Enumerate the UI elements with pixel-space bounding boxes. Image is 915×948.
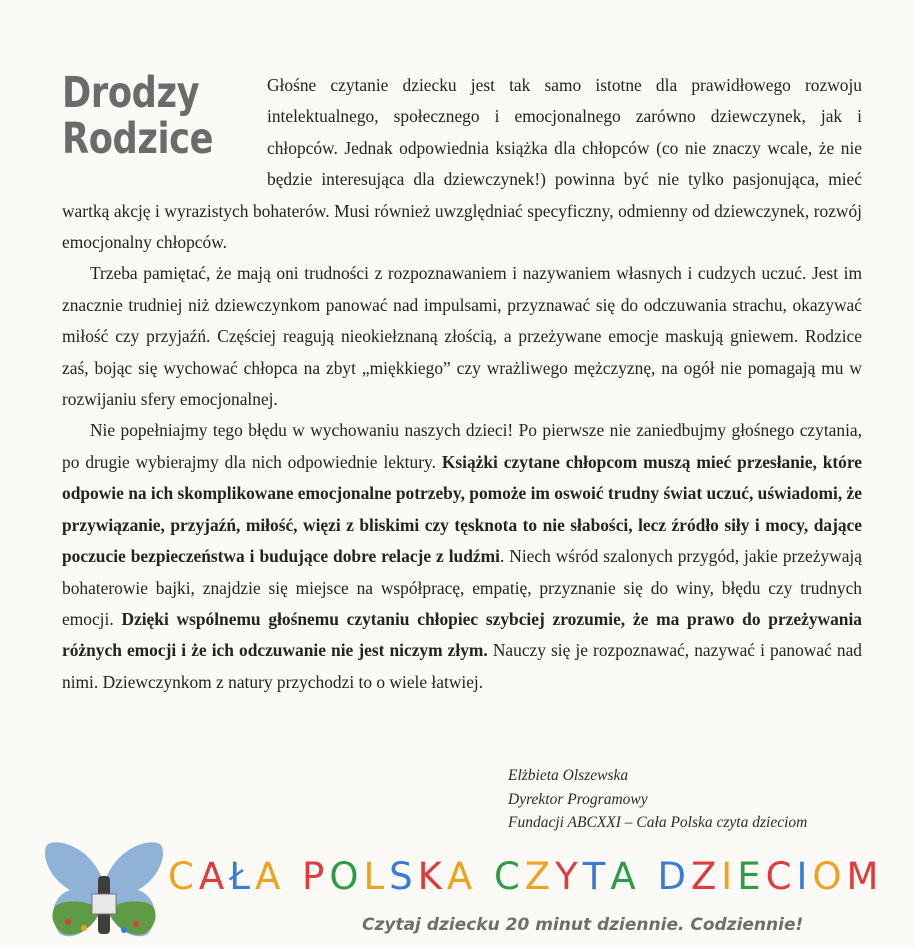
campaign-letter: S	[389, 855, 418, 898]
campaign-letter: K	[417, 855, 447, 898]
signature	[508, 764, 807, 835]
campaign-letter: A	[446, 855, 478, 898]
campaign-letter: E	[737, 855, 766, 898]
campaign-letter: A	[254, 855, 286, 898]
paragraph-3-bold-b: Dzięki wspólnemu głośnemu czytaniu chłopiec szybciej zrozumie, że ma prawo do przeżywania różnych emocji i że ich odczuwanie nie jest niczym złym.	[62, 608, 862, 661]
campaign-letter: I	[796, 855, 813, 898]
campaign-title	[168, 852, 884, 902]
campaign-letter: C	[168, 855, 199, 898]
butterfly-logo-icon	[40, 838, 168, 946]
signature-role: Dyrektor Programowy	[508, 790, 648, 808]
campaign-letter	[641, 852, 658, 902]
campaign-letter: O	[329, 855, 364, 898]
signature-name: Elżbieta Olszewska	[508, 767, 629, 784]
paragraph-3	[62, 415, 862, 698]
campaign-letter: Y	[555, 855, 583, 898]
campaign-letter	[477, 852, 494, 902]
paragraph-3-part-c: . Niech wśród szalonych przygód, jakie przeżywają bohaterowie bajki, znajdzie się miejsce na współpracę, empatię, przyznanie się do winy, błędu czy trudnych emocji.	[62, 546, 862, 629]
campaign-letter: Ł	[229, 855, 255, 898]
paragraph-2: Trzeba pamiętać, że mają oni trudności z rozpoznawaniem i nazywaniem własnych i cudzych uczuć. Jest im znacznie trudniej niż dziewczynkom panować nad impulsami, przyznawać się do odczuwania strachu, okazywać miłość czy przyjaźń. Częściej reagują nieokiełznaną złością, a przeżywane emocje maskują gniewem. Rodzice zaś, bojąc się wychować chłopca na zbyt „miękkiego” czy wrażliwego mężczyznę, na ogół nie pomagają mu w rozwijaniu sfery emocjonalnej.	[62, 263, 862, 410]
campaign-letter: C	[493, 855, 525, 898]
paragraph-1: Głośne czytanie dziecku jest tak samo istotne dla prawidłowego rozwoju intelektualnego, społecznego i emocjonalnego zarówno dziewczynek, jak i chłopców. Jednak odpowiednia książka dla chłopców (co nie znaczy wcale, że nie będzie interesująca dla dziewczynek!) powinna być nie tylko pasjonująca, mieć wartką akcję i wyrazistych bohaterów. Musi również uwzględniać specyficzny, odmienny od dziewczynek, rozwój emocjonalny chłopców.	[62, 75, 862, 253]
paragraph-3-part-a: Nie popełniajmy tego błędu w wychowaniu naszych dzieci! Po pierwsze nie zaniedbujmy głośnego czytania, po drugie wybierajmy dla nich odpowiednie lektury.	[62, 420, 862, 472]
heading-spacer	[62, 70, 267, 195]
campaign-letter: I	[721, 855, 738, 898]
campaign-letter	[285, 852, 302, 902]
campaign-letter: O	[812, 855, 847, 898]
heading-line-2: Rodzice	[62, 114, 214, 164]
campaign-letter: M	[846, 855, 884, 898]
campaign-letter: L	[363, 855, 390, 898]
campaign-letter: C	[765, 855, 797, 898]
paragraph-3-part-e: Nauczy się je rozpoznawać, nazywać i panować nad nimi. Dziewczynkom z natury przychodzi to o wiele łatwiej.	[62, 640, 862, 692]
campaign-letter: Z	[524, 855, 556, 898]
campaign-letter: T	[582, 855, 611, 898]
signature-org: Fundacji ABCXXI – Cała Polska czyta dzieciom	[508, 814, 808, 831]
campaign-letter: A	[610, 855, 641, 898]
campaign-motto: Czytaj dziecku 20 minut dziennie. Codziennie!	[362, 915, 804, 935]
campaign-letter: D	[657, 855, 691, 898]
paragraph-3-bold-a: Książki czytane chłopcom muszą mieć przesłanie, które odpowie na ich skomplikowane emocjonalne potrzeby, pomoże im oswoić trudny świat uczuć, uświadomi, że przywiązanie, przyjaźń, miłość, więzi z bliskimi czy tęsknota to nie słabości, lecz źródło siły i mocy, dające poczucie bezpieczeństwa i budujące dobre relacje z ludźmi	[62, 451, 862, 567]
campaign-letter: A	[198, 855, 230, 898]
campaign-letter: Z	[690, 855, 722, 898]
heading-line-1: Drodzy	[62, 68, 200, 118]
campaign-letter: P	[302, 855, 330, 898]
body-text	[62, 70, 862, 698]
